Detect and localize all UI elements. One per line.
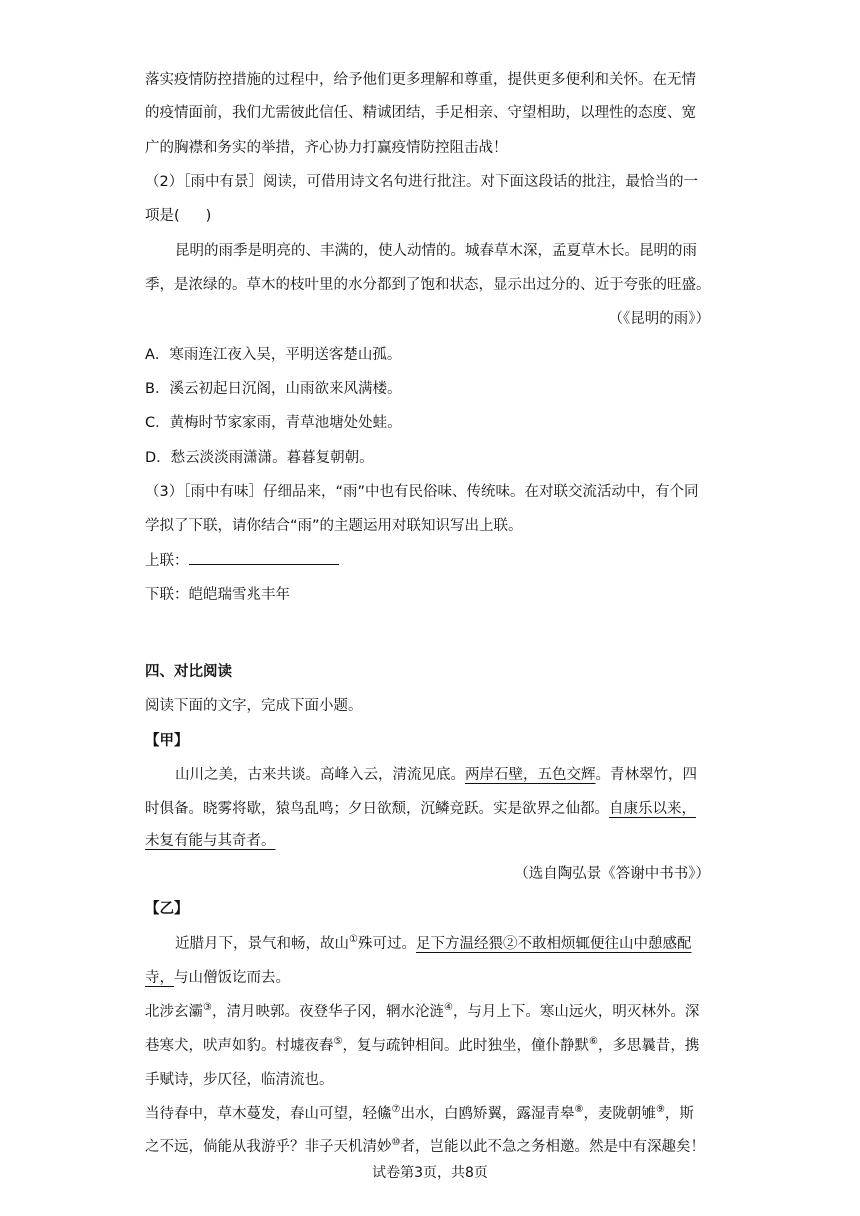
intro-line-1: 落实疫情防控措施的过程中，给予他们更多理解和尊重，提供更多便利和关怀。在无情 <box>145 72 696 88</box>
yi-text: 者，岂能以此不急之务相邀。然是中有深趣矣！ <box>400 1139 705 1155</box>
upper-couplet-label: 上联： <box>145 553 189 569</box>
yi-text: ，麦陇朝雊 <box>583 1106 656 1122</box>
yi-text: 出水，白鸥矫翼，露湿青皋 <box>400 1106 575 1122</box>
question-3-stem-cont: 学拟了下联，请你结合“雨”的主题运用对联知识写出上联。 <box>145 518 523 534</box>
yi-text: 巷寒犬，吠声如豹。村墟夜舂 <box>145 1038 334 1054</box>
intro-line-2: 的疫情面前，我们尤需彼此信任、精诚团结，手足相亲、守望相助，以理性的态度、宽 <box>145 105 696 121</box>
yi-line-4 <box>145 1034 699 1055</box>
passage-line-1: 昆明的雨季是明亮的、丰满的，使人动情的。城春草木深，孟夏草木长。昆明的雨 <box>175 243 697 259</box>
yi-text: 之不远，倘能从我游乎？非子天机清妙 <box>145 1139 392 1155</box>
upper-couplet <box>145 549 339 570</box>
jia-label: 【甲】 <box>145 733 189 749</box>
yi-text: ，斯 <box>664 1106 694 1122</box>
yi-text: ，清月映郭。夜登华子冈，辋水沦涟 <box>211 1004 444 1020</box>
option-a: A．寒雨连江夜入吴，平明送客楚山孤。 <box>145 347 402 363</box>
footnote-marker: ⑩ <box>391 1137 401 1149</box>
yi-text: 北涉玄灞 <box>145 1004 203 1020</box>
yi-text: ，复与疏钟相间。此时独坐，僮仆静默 <box>342 1038 589 1054</box>
intro-line-3: 广的胸襟和务实的举措，齐心协力打赢疫情防控阻击战！ <box>145 140 508 156</box>
yi-line-6 <box>145 1102 694 1123</box>
footnote-marker: ④ <box>443 1002 453 1014</box>
footnote-marker: ⑥ <box>588 1036 598 1048</box>
footnote-marker: ⑤ <box>333 1036 343 1048</box>
yi-line-1 <box>175 932 691 953</box>
question-2-paren-open: 项是( <box>145 208 180 224</box>
yi-line-7 <box>145 1135 705 1156</box>
yi-underline: 足下方温经猥②不敢相烦辄便往山中憩感配 <box>415 936 692 952</box>
jia-line-2 <box>145 797 696 818</box>
yi-line-3 <box>145 1000 699 1021</box>
yi-text: 当待春中，草木蔓发，春山可望，轻鯈 <box>145 1106 392 1122</box>
jia-text-1b: 。青林翠竹，四 <box>595 767 697 783</box>
yi-line-2 <box>145 966 290 987</box>
jia-line-1 <box>175 763 697 784</box>
yi-underline: 寺， <box>145 970 174 986</box>
section-instruction: 阅读下面的文字，完成下面小题。 <box>145 698 363 714</box>
footnote-marker: ③ <box>203 1002 212 1014</box>
jia-text-1a: 山川之美，古来共谈。高峰入云，清流见底。 <box>175 767 465 783</box>
yi-text: 殊可过。 <box>357 936 416 952</box>
jia-underline-2: 自康乐以来， <box>609 801 696 817</box>
page-footer: 试卷第3页，共8页 <box>372 1165 488 1181</box>
yi-text: 近腊月下，景气和畅，故山 <box>175 936 349 952</box>
question-2-paren-close: ) <box>205 208 212 224</box>
option-c: C．黄梅时节家家雨，青草池塘处处蛙。 <box>145 415 402 431</box>
option-d: D．愁云淡淡雨潇潇。暮暮复朝朝。 <box>145 450 374 466</box>
footnote-marker: ⑨ <box>655 1104 665 1116</box>
section-heading: 四、对比阅读 <box>145 664 232 680</box>
passage-line-2: 季，是浓绿的。草木的枝叶里的水分都到了饱和状态，显示出过分的、近于夸张的旺盛。 <box>145 277 711 293</box>
passage-source: （《昆明的雨》） <box>608 311 710 327</box>
jia-source: （选自陶弘景《答谢中书书》） <box>514 866 710 882</box>
yi-text: 与山僧饭讫而去。 <box>174 970 290 986</box>
lower-couplet: 下联：皑皑瑞雪兆丰年 <box>145 587 290 603</box>
yi-label: 【乙】 <box>145 901 189 917</box>
question-2-stem-cont <box>145 204 211 225</box>
yi-text: ，与月上下。寒山远火，明灭林外。深 <box>452 1004 700 1020</box>
footnote-marker: ① <box>349 934 358 946</box>
upper-couplet-blank[interactable] <box>189 550 339 565</box>
footnote-marker: ⑧ <box>574 1104 584 1116</box>
jia-line-3: 未复有能与其奇者。 <box>145 833 276 849</box>
option-b: B．溪云初起日沉阁，山雨欲来风满楼。 <box>145 381 402 397</box>
footnote-marker: ⑦ <box>391 1104 401 1116</box>
question-3-stem: （3）［雨中有味］仔细品来，“雨”中也有民俗味、传统味。在对联交流活动中，有个同 <box>145 484 699 500</box>
yi-text: ，多思曩昔，携 <box>597 1038 700 1054</box>
yi-line-5: 手赋诗，步仄径，临清流也。 <box>145 1072 334 1088</box>
jia-underline-1: 两岸石壁，五色交辉 <box>465 767 596 783</box>
jia-text-2a: 时俱备。晓雾将歇，猿鸟乱鸣；夕日欲颓，沉鳞竞跃。实是欲界之仙都。 <box>145 801 609 817</box>
question-2-stem: （2）［雨中有景］阅读，可借用诗文名句进行批注。对下面这段话的批注，最恰当的一 <box>145 174 698 190</box>
